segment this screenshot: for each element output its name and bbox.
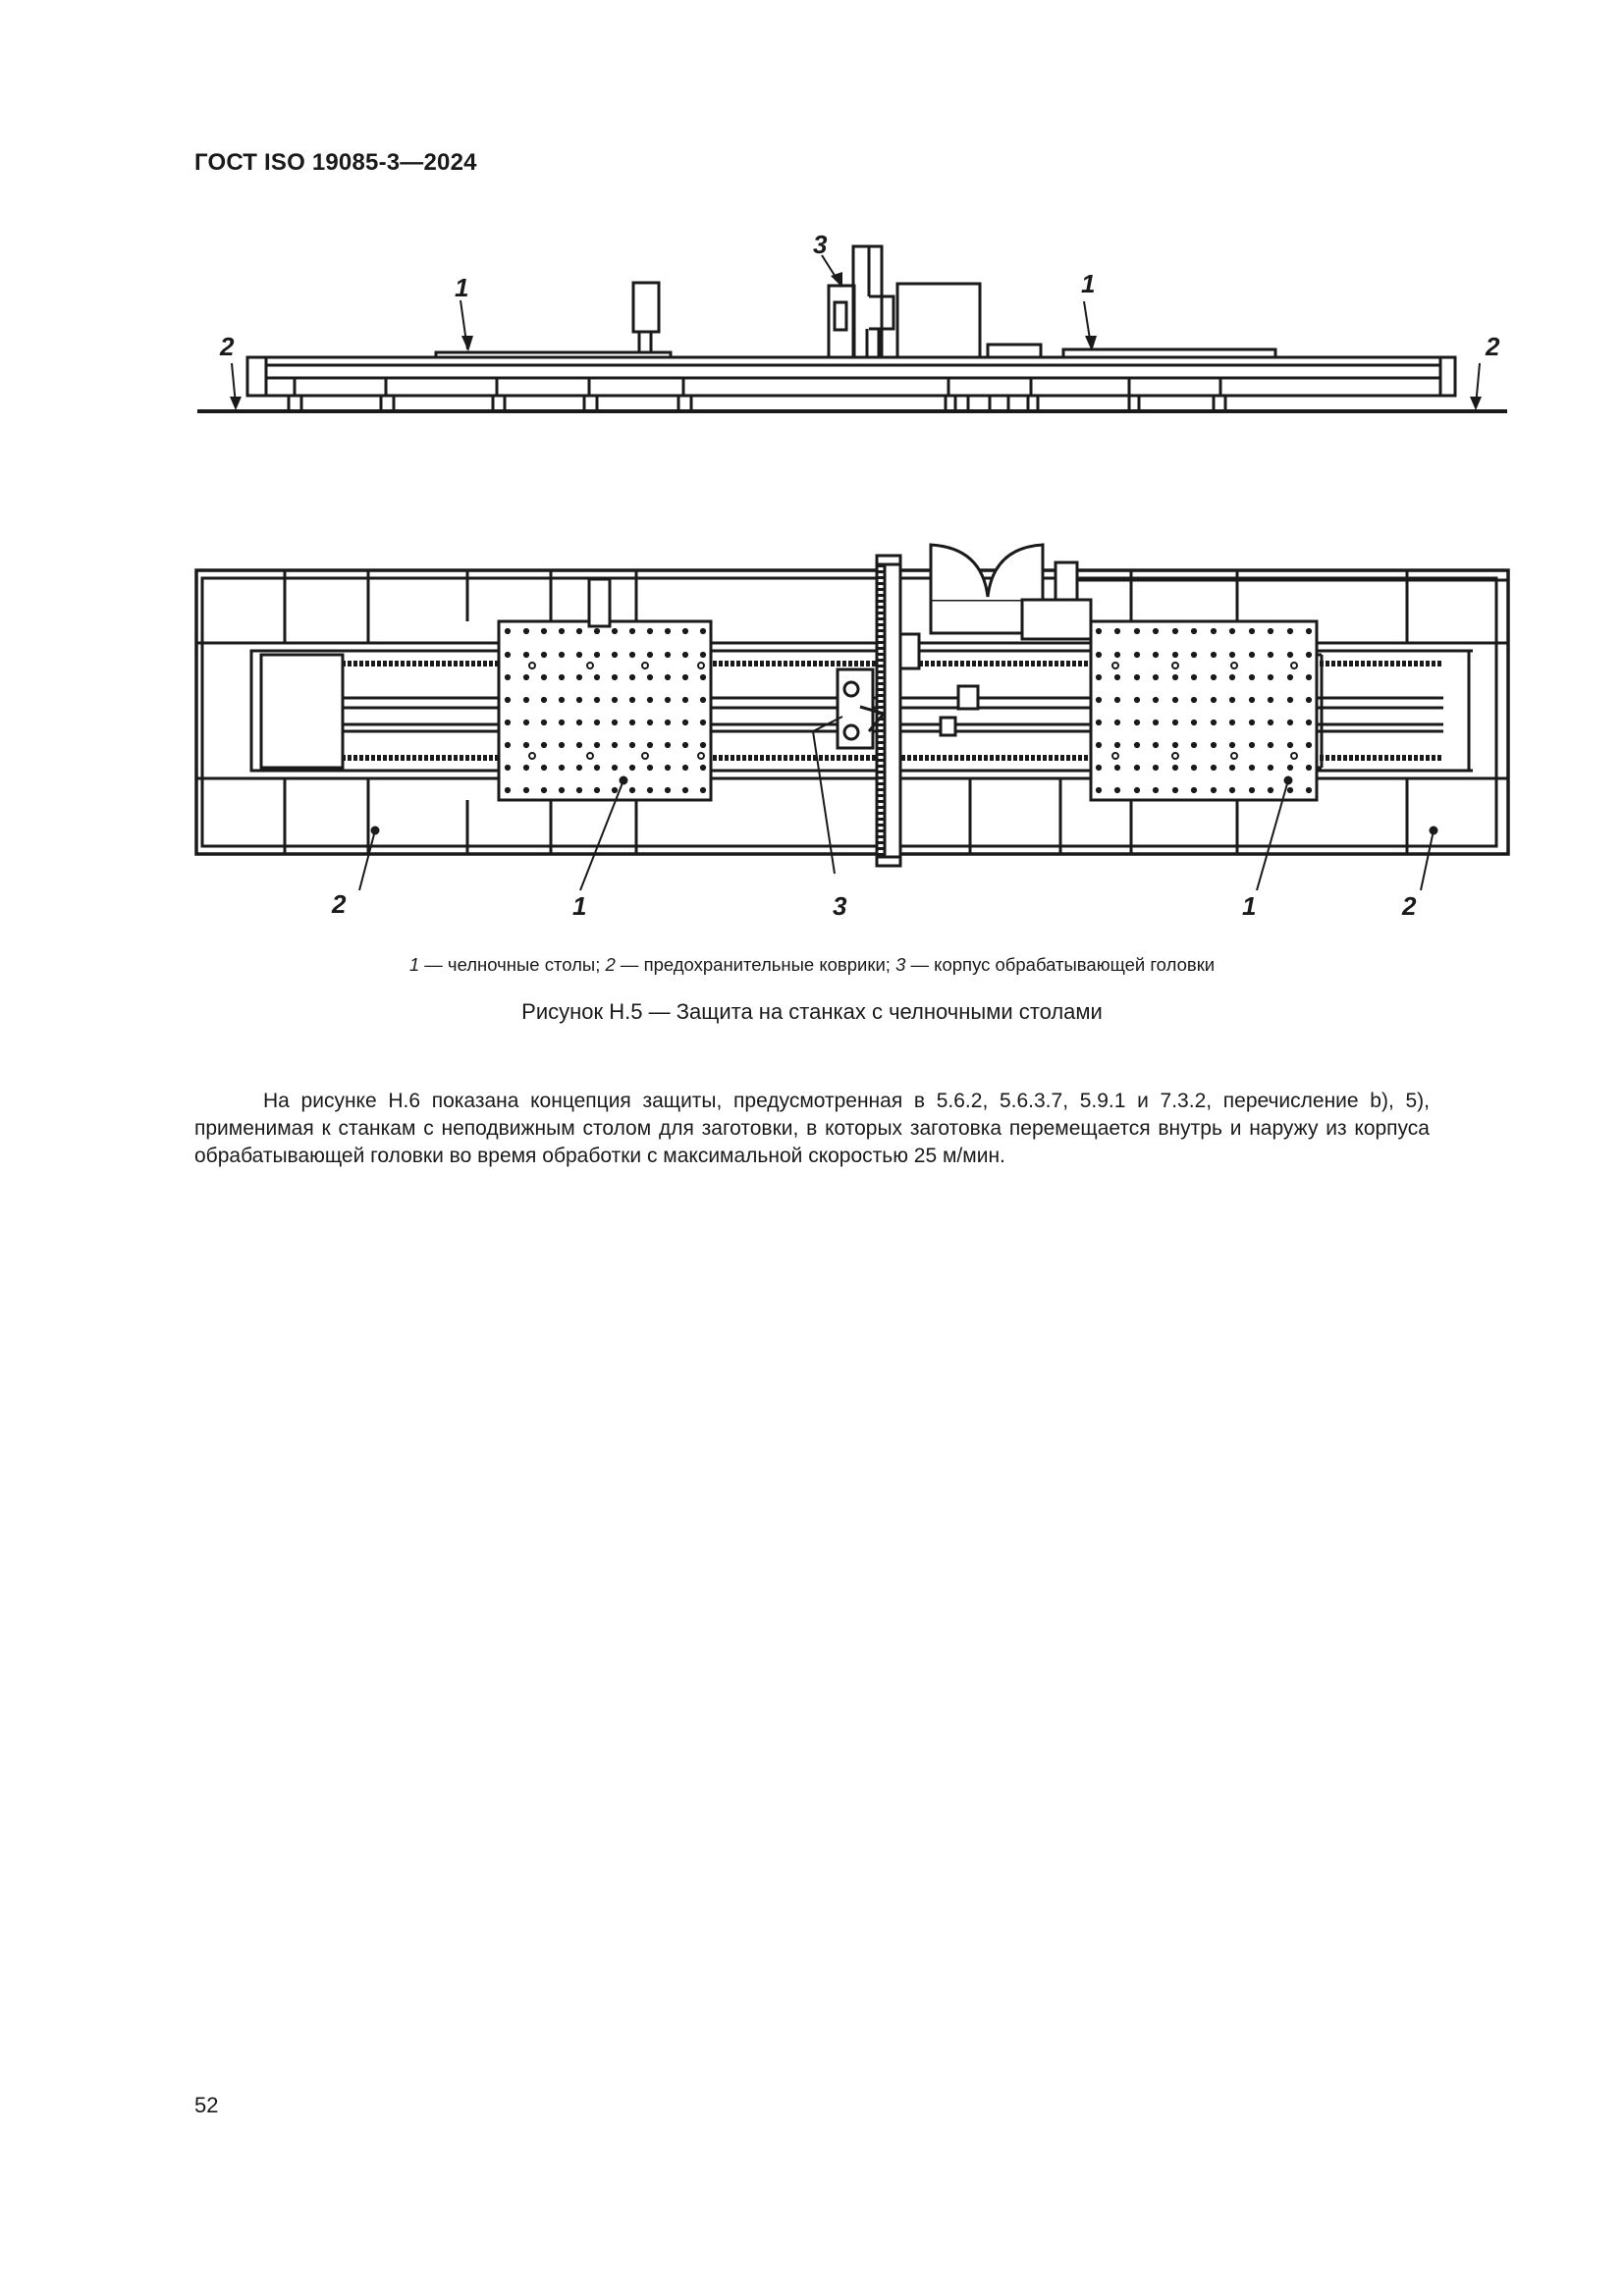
top-label-1-right: 1 xyxy=(1242,891,1257,921)
side-label-2-left: 2 xyxy=(220,332,235,361)
figure-legend xyxy=(0,954,1624,976)
figure-caption: Рисунок Н.5 — Защита на станках с челночными столами xyxy=(521,999,1103,1024)
paragraph: На рисунке Н.6 показана концепция защиты, предусмотренная в 5.6.2, 5.6.3.7, 5.9.1 и 7.3.2, перечисление b), 5), применимая к станкам с неподвижным столом для заготовки, в которых заготовка перемещается внутрь и наружу из корпуса обрабатывающей головки во время обработки с максимальной скоростью 25 м/мин. xyxy=(194,1090,1430,1167)
legend-num-2: 2 xyxy=(605,954,616,975)
side-label-3: 3 xyxy=(813,230,828,259)
legend-text-2: — предохранительные коврики; xyxy=(615,954,896,975)
legend-text-3: — корпус обрабатывающей головки xyxy=(905,954,1216,975)
top-label-2-left: 2 xyxy=(332,889,347,919)
document-header: ГОСТ ISO 19085-3—2024 xyxy=(194,149,477,176)
legend-num-1: 1 xyxy=(408,954,420,975)
side-label-1-left: 1 xyxy=(455,273,469,302)
legend-text-1: — челночные столы; xyxy=(419,954,606,975)
top-label-2-right: 2 xyxy=(1402,891,1417,921)
side-label-2-right: 2 xyxy=(1486,332,1500,361)
page-number: 52 xyxy=(194,2093,219,2117)
side-label-1-right: 1 xyxy=(1081,269,1096,298)
top-label-1-left: 1 xyxy=(572,891,587,921)
figure-side-view-annotations xyxy=(0,0,1624,942)
top-label-3: 3 xyxy=(833,891,847,921)
legend-num-3: 3 xyxy=(895,954,906,975)
body-text xyxy=(194,1088,1430,1170)
